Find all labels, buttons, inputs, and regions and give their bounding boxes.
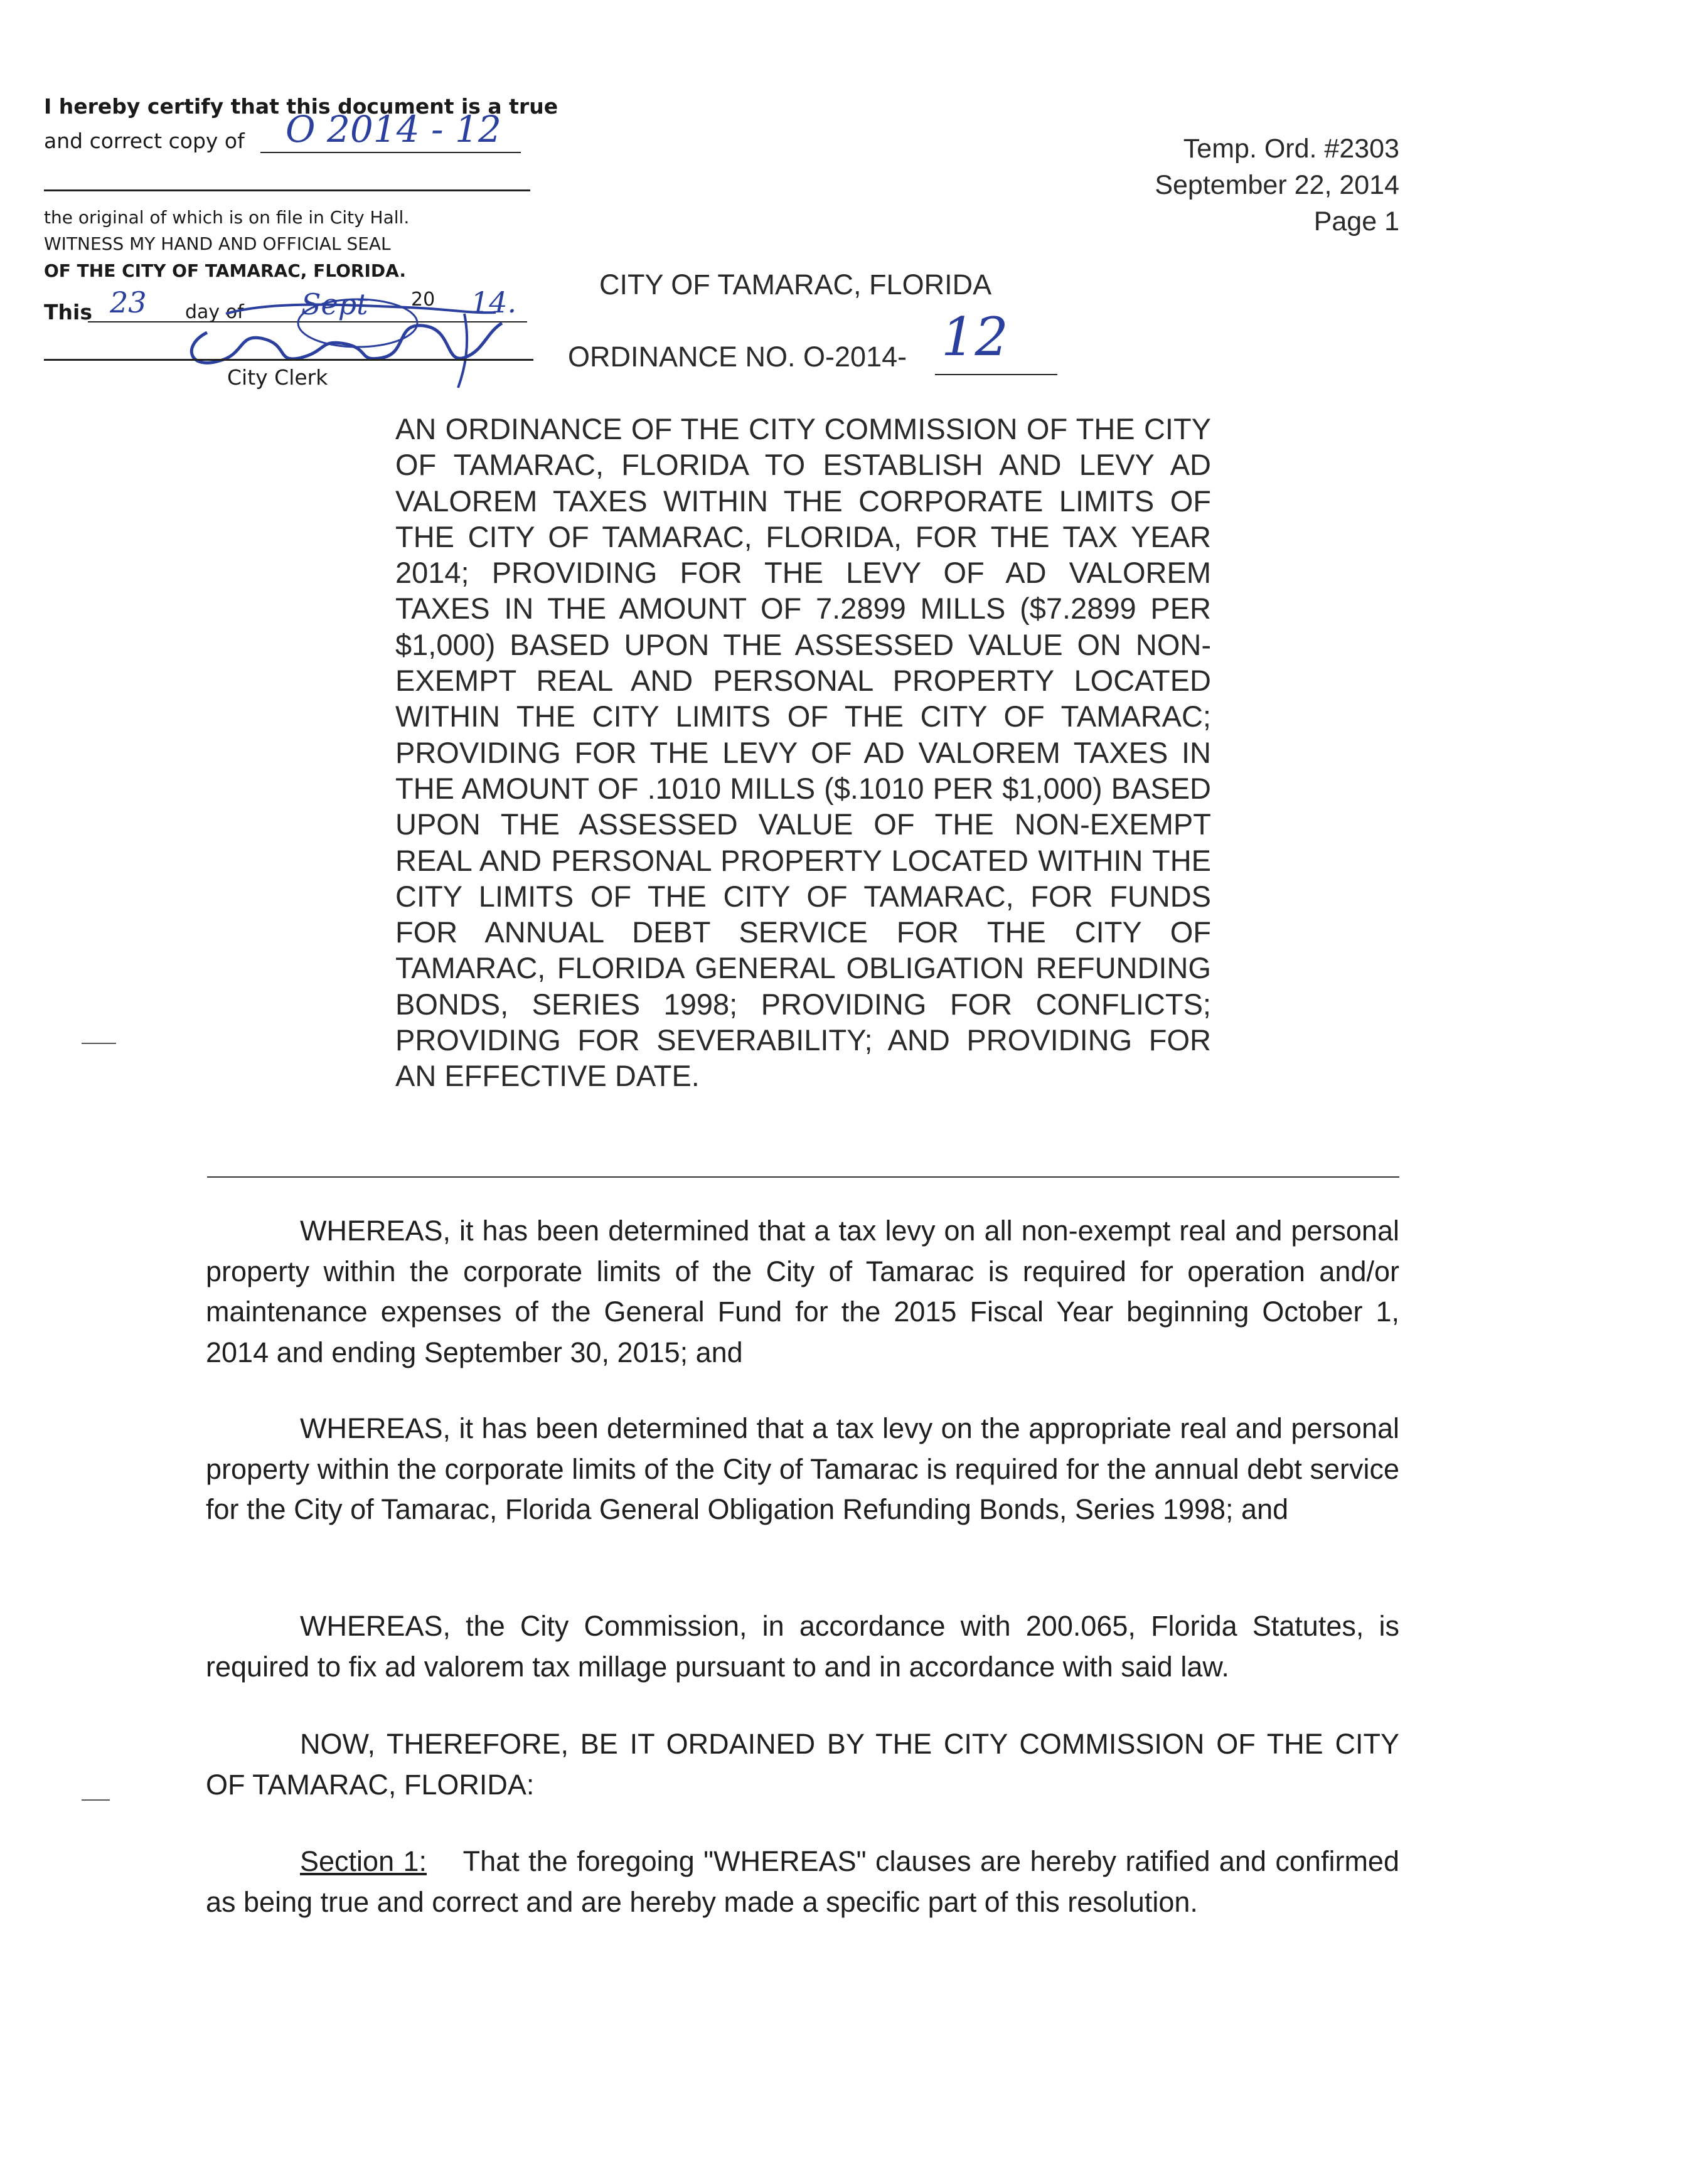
ordinance-number-underline <box>935 374 1057 375</box>
certify-line-3: the original of which is on file in City Hall. <box>44 207 410 228</box>
certify-rule <box>44 189 530 191</box>
certify-line-5: OF THE CITY OF TAMARAC, FLORIDA. <box>44 260 406 281</box>
ordinance-title: AN ORDINANCE OF THE CITY COMMISSION OF THE CITY OF TAMARAC, FLORIDA TO ESTABLISH AND LEVY AD VALOREM TAXES WITHIN THE CORPORATE LIMITS OF THE CITY OF TAMARAC, FLORIDA, FOR THE TAX YEAR 2014; PROVIDING FOR THE LEVY OF AD VALOREM TAXES IN THE AMOUNT OF 7.2899 MILLS ($7.2899 PER $1,000) BASED UPON THE ASSESSED VALUE ON NON-EXEMPT REAL AND PERSONAL PROPERTY LOCATED WITHIN THE CITY LIMITS OF THE CITY OF TAMARAC; PROVIDING FOR THE LEVY OF AD VALOREM TAXES IN THE AMOUNT OF .1010 MILLS ($.1010 PER $1,000) BASED UPON THE ASSESSED VALUE OF THE NON-EXEMPT REAL AND PERSONAL PROPERTY LOCATED WITHIN THE CITY LIMITS OF THE CITY OF TAMARAC, FOR FUNDS FOR ANNUAL DEBT SERVICE FOR THE CITY OF TAMARAC, FLORIDA GENERAL OBLIGATION REFUNDING BONDS, SERIES 1998; PROVIDING FOR CONFLICTS; PROVIDING FOR SEVERABILITY; AND PROVIDING FOR AN EFFECTIVE DATE. <box>395 412 1211 1093</box>
ordinance-number-label: ORDINANCE NO. O-2014- <box>568 341 907 373</box>
this-label: This <box>44 300 92 324</box>
title-divider <box>207 1176 1399 1178</box>
section-1-text: That the foregoing "WHEREAS" clauses are hereby ratified and confirmed as being true and correct and are hereby made a specific part of this resolution. <box>206 1845 1399 1918</box>
handwritten-year: 14. <box>471 285 517 319</box>
header-date: September 22, 2014 <box>1155 170 1399 200</box>
scan-mark <box>82 1799 110 1801</box>
copy-of-underline <box>260 152 521 153</box>
whereas-3-text: WHEREAS, the City Commission, in accordance with 200.065, Florida Statutes, is required to fix ad valorem tax millage pursuant to and in accordance with said law. <box>206 1610 1399 1683</box>
handwritten-ordinance-number: 12 <box>941 306 1008 368</box>
section-1-paragraph <box>206 1841 1399 1922</box>
certify-line-2: and correct copy of <box>44 129 245 153</box>
handwritten-copy-of: O 2014 - 12 <box>286 108 501 151</box>
now-therefore-paragraph <box>206 1724 1399 1805</box>
city-title: CITY OF TAMARAC, FLORIDA <box>599 269 992 301</box>
handwritten-month: Sept <box>301 287 368 321</box>
temp-ord-number: Temp. Ord. #2303 <box>1183 134 1399 164</box>
whereas-paragraph-1 <box>206 1211 1399 1373</box>
whereas-1-text: WHEREAS, it has been determined that a tax levy on all non-exempt real and personal property within the corporate limits of the City of Tamarac is required for operation and/or maintenance expenses of the General Fund for the 2015 Fiscal Year beginning October 1, 2014 and ending September 30, 2015; and <box>206 1215 1399 1368</box>
year-prefix: 20 <box>411 289 435 311</box>
whereas-2-text: WHEREAS, it has been determined that a tax levy on the appropriate real and personal property within the corporate limits of the City of Tamarac is required for the annual debt service for the City of Tamarac, Florida General Obligation Refunding Bonds, Series 1998; and <box>206 1412 1399 1525</box>
city-clerk-label: City Clerk <box>227 365 328 390</box>
section-1-label: Section 1: <box>300 1845 427 1877</box>
section-1-text-wrap <box>206 1841 1399 1922</box>
handwritten-day: 23 <box>110 285 147 319</box>
day-of-label: day of <box>185 301 244 323</box>
document-header <box>1155 131 1399 240</box>
page-number: Page 1 <box>1313 206 1399 237</box>
certify-line-1: I hereby certify that this document is a true <box>44 94 558 119</box>
certify-line-4: WITNESS MY HAND AND OFFICIAL SEAL <box>44 233 391 254</box>
scan-mark <box>82 1043 116 1044</box>
whereas-paragraph-2 <box>206 1409 1399 1530</box>
signature-line <box>44 359 533 361</box>
clerk-signature <box>169 295 521 389</box>
now-therefore-text: NOW, THEREFORE, BE IT ORDAINED BY THE CITY COMMISSION OF THE CITY OF TAMARAC, FLORIDA: <box>206 1728 1399 1801</box>
whereas-paragraph-3 <box>206 1606 1399 1687</box>
